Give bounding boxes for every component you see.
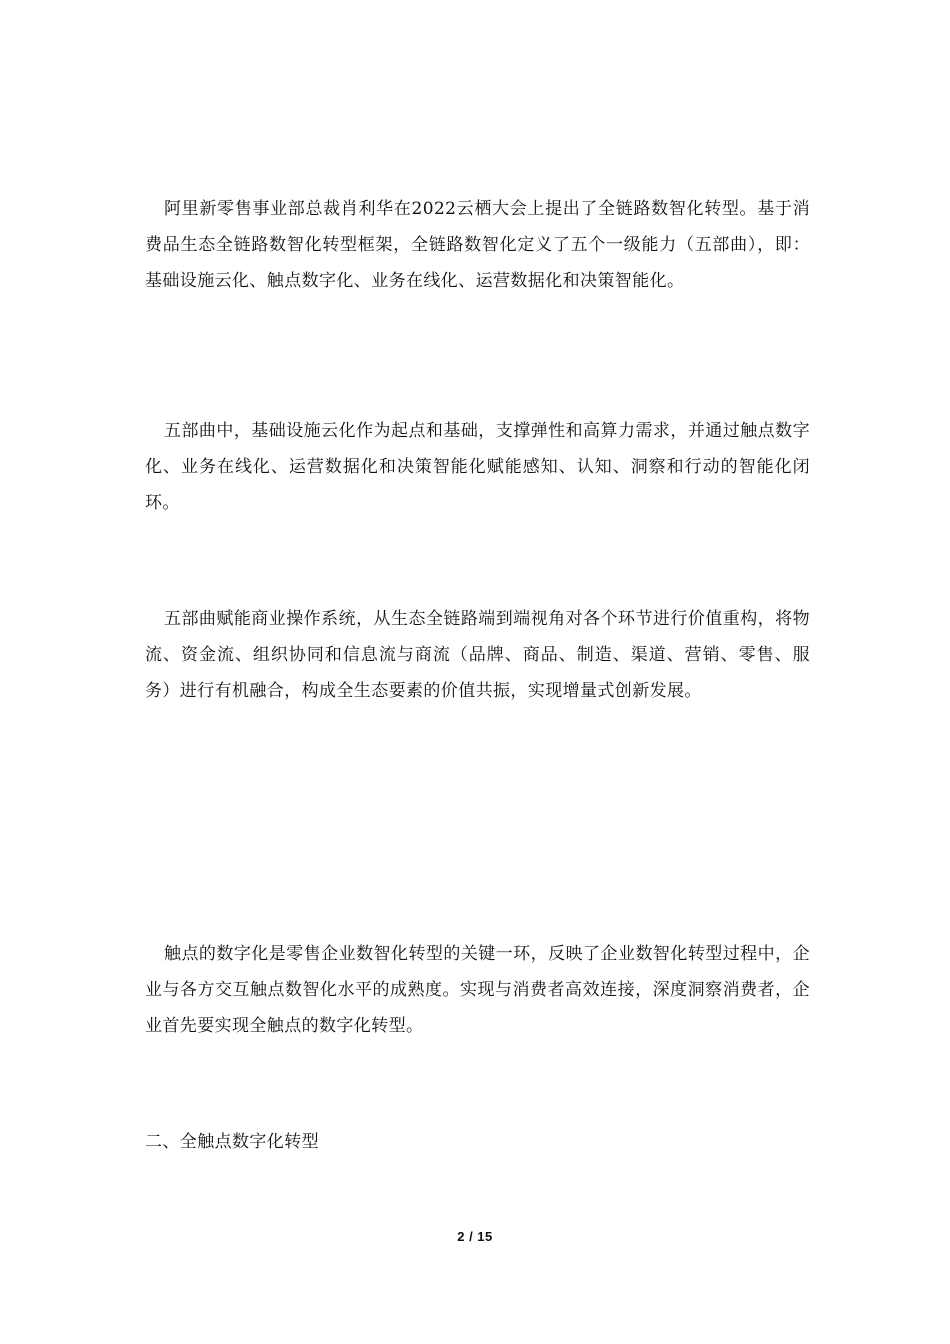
paragraph-2: 五部曲中，基础设施云化作为起点和基础，支撑弹性和高算力需求，并通过触点数字化、业务在线化、运营数据化和决策智能化赋能感知、认知、洞察和行动的智能化闭环。: [145, 421, 810, 513]
section-heading: 二、全触点数字化转型: [145, 1132, 319, 1152]
paragraph-4: 触点的数字化是零售企业数智化转型的关键一环，反映了企业数智化转型过程中，企业与各方交互触点数智化水平的成熟度。实现与消费者高效连接，深度洞察消费者，企业首先要实现全触点的数字化转型。: [145, 944, 810, 1036]
paragraph-3: 五部曲赋能商业操作系统，从生态全链路端到端视角对各个环节进行价值重构，将物流、资金流、组织协同和信息流与商流（品牌、商品、制造、渠道、营销、零售、服务）进行有机融合，构成全生态要素的价值共振，实现增量式创新发展。: [145, 609, 810, 701]
paragraph-1: 阿里新零售事业部总裁肖利华在2022云栖大会上提出了全链路数智化转型。基于消费品生态全链路数智化转型框架，全链路数智化定义了五个一级能力（五部曲），即：基础设施云化、触点数字化、业务在线化、运营数据化和决策智能化。: [145, 199, 810, 291]
page-number: 2 / 15: [457, 1229, 493, 1244]
